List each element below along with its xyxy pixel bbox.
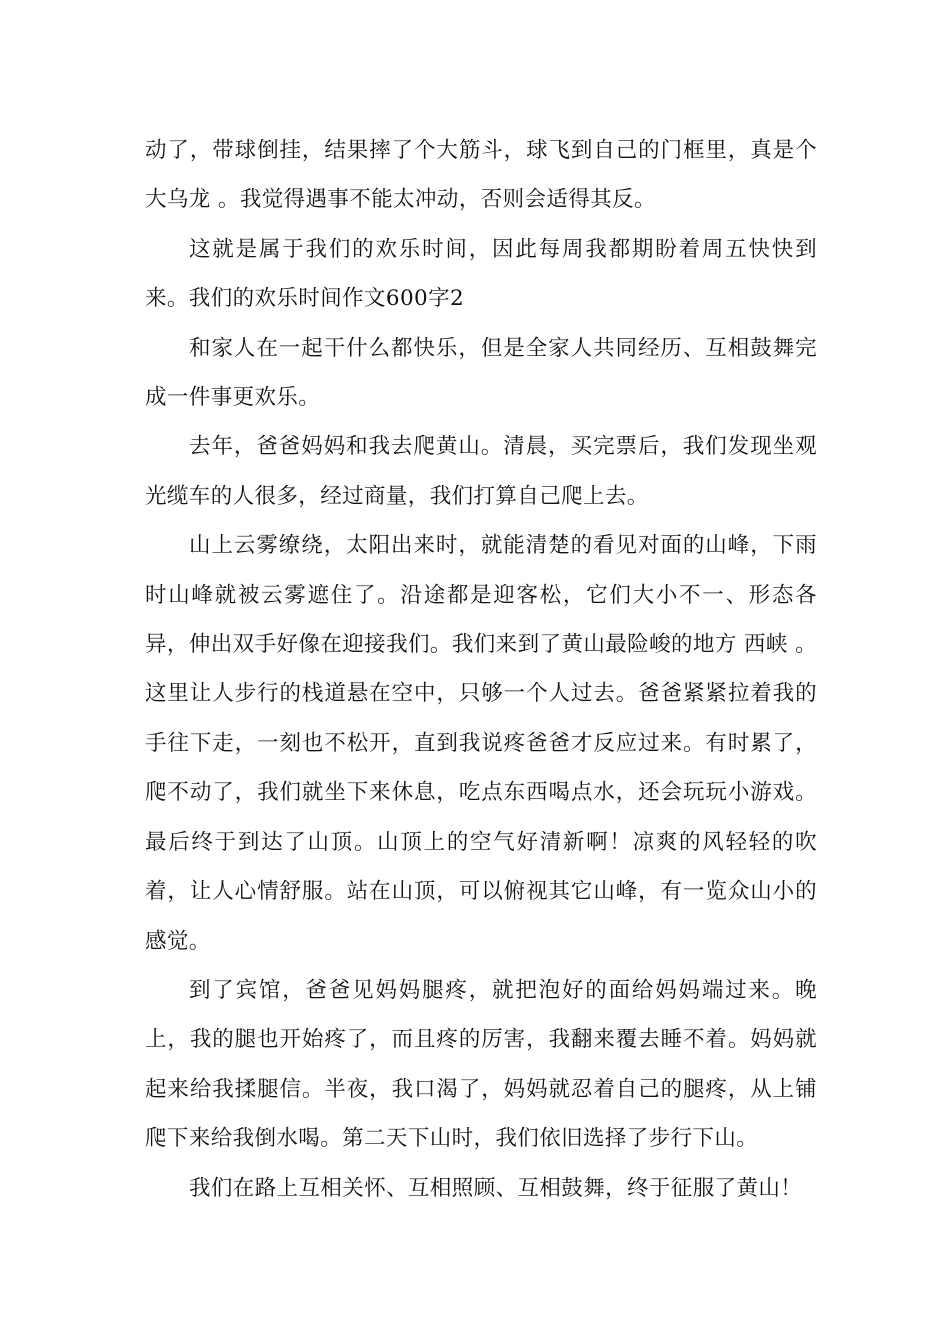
- paragraph-conclusion: 我们在路上互相关怀、互相照顾、互相鼓舞，终于征服了黄山！: [189, 1175, 803, 1201]
- essay-body: [145, 126, 817, 1213]
- paragraph-mountain-climb: 山上云雾缭绕，太阳出来时，就能清楚的看见对面的山峰，下雨时山峰就被云雾遮住了。沿途都是迎客松，它们大小不一、形态各异，伸出双手好像在迎接我们。我们来到了黄山最险峻的地方 西峡 。这里让人步行的栈道悬在空中，只够一个人过去。爸爸紧紧拉着我的手往下走，一刻也不松开，直到我说疼爸爸才反应过来。有时累了，爬不动了，我们就坐下来休息，吃点东西喝点水，还会玩玩小游戏。最后终于到达了山顶。山顶上的空气好清新啊！凉爽的风轻轻的吹着，让人心情舒服。站在山顶，可以俯视其它山峰，有一览众山小的感觉。: [145, 533, 817, 954]
- paragraph-happy-time: 这就是属于我们的欢乐时间，因此每周我都期盼着周五快快到来。我们的欢乐时间作文600字2: [145, 236, 817, 312]
- paragraph-huangshan-trip: 去年，爸爸妈妈和我去爬黄山。清晨，买完票后，我们发现坐观光缆车的人很多，经过商量，我们打算自己爬上去。: [145, 434, 817, 509]
- paragraph-continued: 动了，带球倒挂，结果摔了个大筋斗，球飞到自己的门框里，真是个 大乌龙 。我觉得遇事不能太冲动，否则会适得其反。: [145, 138, 817, 213]
- paragraph-hotel: 到了宾馆，爸爸见妈妈腿疼，就把泡好的面给妈妈端过来。晚上，我的腿也开始疼了，而且疼的厉害，我翻来覆去睡不着。妈妈就起来给我揉腿信。半夜，我口渴了，妈妈就忍着自己的腿疼，从上铺爬下来给我倒水喝。第二天下山时，我们依旧选择了步行下山。: [145, 977, 817, 1152]
- paragraph-family: 和家人在一起干什么都快乐，但是全家人共同经历、互相鼓舞完成一件事更欢乐。: [145, 335, 817, 411]
